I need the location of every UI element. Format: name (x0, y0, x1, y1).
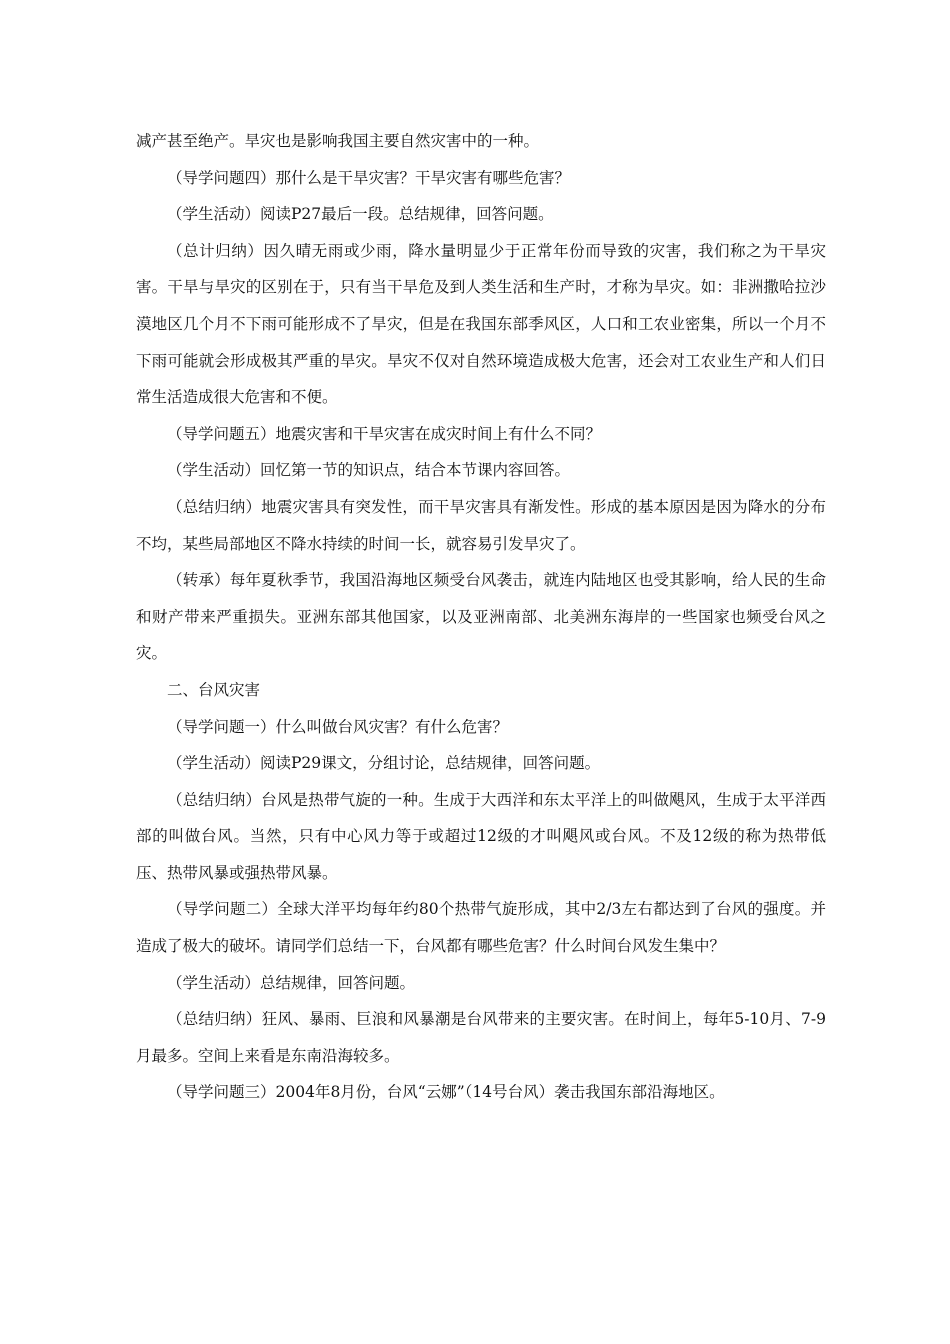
paragraph-activity-p29: （学生活动）阅读P29课文，分组讨论，总结规律，回答问题。 (167, 754, 601, 773)
paragraph-activity-p27: （学生活动）阅读P27最后一段。总结规律，回答问题。 (167, 205, 554, 224)
paragraph-question-4: （导学问题四）那什么是干旱灾害？干旱灾害有哪些危害？ (167, 168, 571, 187)
paragraph-activity-summarize: （学生活动）总结规律，回答问题。 (167, 973, 416, 992)
paragraph-question-5: （导学问题五）地震灾害和干旱灾害在成灾时间上有什么不同？ (167, 424, 602, 443)
paragraph-transition: （转承）每年夏秋季节，我国沿海地区频受台风袭击，就连内陆地区也受其影响，给人民的生命和财产带来严重损失。亚洲东部其他国家，以及亚洲南部、北美洲东海岸的一些国家也频受台风之灾。 (136, 571, 826, 663)
section-heading-typhoon: 二、台风灾害 (167, 680, 261, 699)
paragraph-typhoon-question-1: （导学问题一）什么叫做台风灾害？有什么危害？ (167, 717, 509, 736)
paragraph-activity-recall: （学生活动）回忆第一节的知识点，结合本节课内容回答。 (167, 461, 571, 480)
paragraph-summary-drought: （总计归纳）因久晴无雨或少雨，降水量明显少于正常年份而导致的灾害，我们称之为干旱灾害。干旱与旱灾的区别在于，只有当干旱危及到人类生活和生产时，才称为旱灾。如：非洲撒哈拉沙漠地区几个月不下雨可能形成不了旱灾，但是在我国东部季风区，人口和工农业密集，所以一个月不下雨可能就会形成极其严重的旱灾。旱灾不仅对自然环境造成极大危害，还会对工农业生产和人们日常生活造成很大危害和不便。 (136, 241, 826, 407)
paragraph-summary-hazards: （总结归纳）狂风、暴雨、巨浪和风暴潮是台风带来的主要灾害。在时间上，每年5-10月、7-9月最多。空间上来看是东南沿海较多。 (136, 1010, 826, 1065)
paragraph-typhoon-question-3: （导学问题三）2004年8月份，台风“云娜”（14号台风）袭击我国东部沿海地区。 (167, 1083, 725, 1102)
paragraph-summary-onset: （总结归纳）地震灾害具有突发性，而干旱灾害具有渐发性。形成的基本原因是因为降水的分布不均，某些局部地区不降水持续的时间一长，就容易引发旱灾了。 (136, 497, 826, 553)
document-body (136, 123, 826, 1111)
paragraph-drought-intro: 减产甚至绝产。旱灾也是影响我国主要自然灾害中的一种。 (136, 132, 540, 150)
paragraph-typhoon-question-2: （导学问题二）全球大洋平均每年约80个热带气旋形成，其中2/3左右都达到了台风的强度。并造成了极大的破坏。请同学们总结一下，台风都有哪些危害？什么时间台风发生集中？ (136, 900, 826, 956)
paragraph-summary-typhoon: （总结归纳）台风是热带气旋的一种。生成于大西洋和东太平洋上的叫做飓风，生成于太平洋西部的叫做台风。当然，只有中心风力等于或超过12级的才叫飓风或台风。不及12级的称为热带低压、热带风暴或强热带风暴。 (136, 790, 826, 882)
